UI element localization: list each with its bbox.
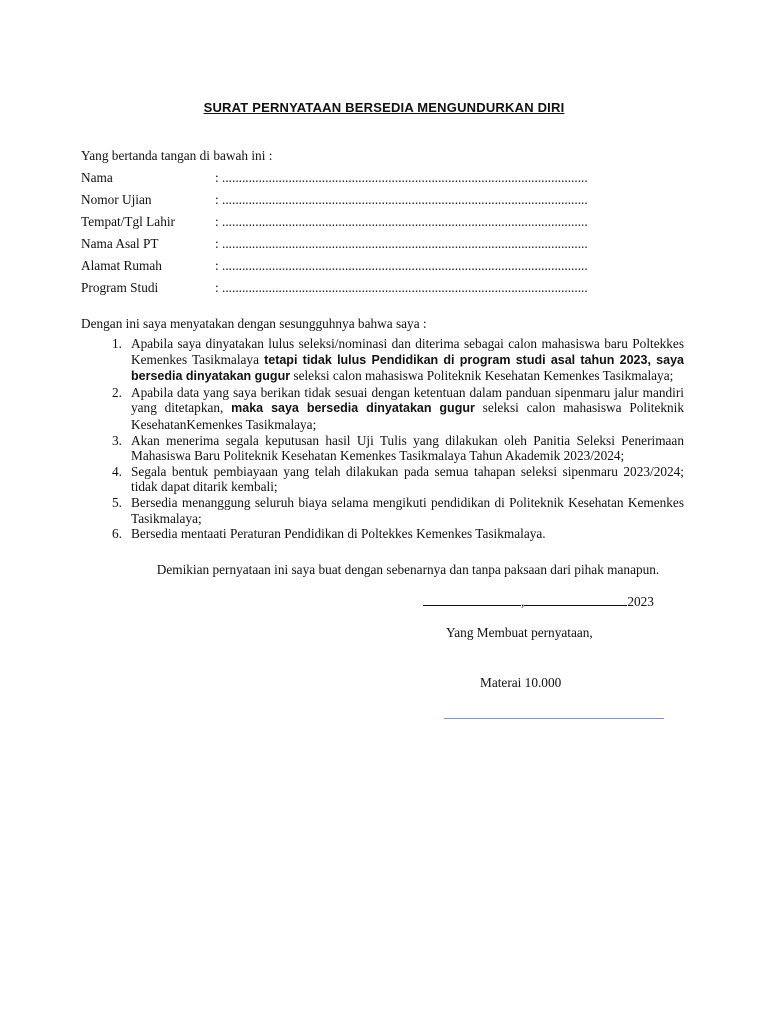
declaration-item [112,464,684,495]
field-label: Tempat/Tgl Lahir [81,214,175,229]
field-value: : .............................................................................................................. [215,258,588,273]
date-blank [524,594,627,606]
item-text-end: seleksi calon mahasiswa Politeknik Kesehatan Kemenkes Tasikmalaya; [290,368,674,384]
item-text-end: seleksi calon mahasiswa Politeknik KesehatanKemenkes Tasikmalaya; [131,400,685,432]
field-label: Nama [81,170,113,185]
item-number: 6. [112,526,122,542]
document-title: SURAT PERNYATAAN BERSEDIA MENGUNDURKAN DIRI [203,100,565,115]
closing-statement: Demikian pernyataan ini saya buat dengan sebenarnya dan tanpa paksaan dari pihak manapun. [156,562,660,577]
item-text: Segala bentuk pembiayaan yang telah dilakukan pada semua tahapan seleksi sipenmaru 2023/2024; tidak dapat ditarik kembali; [131,463,684,495]
item-text: Apabila data yang saya berikan tidak sesuai dengan ketentuan dalam panduan sipenmaru jalur mandiri yang ditetapkan, [131,384,684,416]
field-nomor-ujian [81,192,588,208]
item-number: 5. [112,494,122,510]
declaration-item [112,495,684,526]
date-year: 2023 [627,594,654,609]
declaration-item [112,385,684,433]
date-line [423,594,654,610]
field-label: Program Studi [81,280,159,295]
field-value: : .............................................................................................................. [215,236,588,251]
item-bold-text: tetapi tidak lulus Pendidikan di program studi asal tahun 2023, saya bersedia dinyatakan gugur [131,352,684,384]
item-text: Bersedia mentaati Peraturan Pendidikan di Poltekkes Kemenkes Tasikmalaya. [131,526,546,542]
item-text: Apabila saya dinyatakan lulus seleksi/nominasi dan diterima sebagai calon mahasiswa baru Poltekkes Kemenkes Tasikmalaya [131,336,684,367]
intro-text: Yang bertanda tangan di bawah ini : [81,148,273,163]
date-separator: , [521,594,525,609]
item-number: 3. [112,432,122,448]
signer-label: Yang Membuat pernyataan, [446,625,593,640]
field-label: Nama Asal PT [81,236,159,251]
field-nama [81,170,588,186]
field-program-studi [81,280,588,296]
item-number: 2. [112,384,122,400]
place-blank [423,594,521,606]
field-label: Alamat Rumah [81,258,162,273]
item-number: 1. [112,336,122,351]
item-text: Akan menerima segala keputusan hasil Uji Tulis yang dilakukan oleh Panitia Seleksi Penerimaan Mahasiswa Baru Politeknik Kesehatan Kemenkes Tasikmalaya Tahun Akademik 2023/2024; [131,432,684,464]
field-alamat-rumah [81,258,588,274]
field-tempat-tgl-lahir [81,214,588,230]
item-number: 4. [112,463,122,479]
item-text: Bersedia menanggung seluruh biaya selama mengikuti pendidikan di Politeknik Kesehatan Kemenkes Tasikmalaya; [131,494,684,526]
declaration-list [112,336,684,542]
field-value: : .............................................................................................................. [215,280,588,295]
declaration-intro: Dengan ini saya menyatakan dengan sesungguhnya bahwa saya : [81,316,427,331]
field-value: : .............................................................................................................. [215,170,588,185]
field-value: : .............................................................................................................. [215,192,588,207]
field-value: : .............................................................................................................. [215,214,588,229]
field-label: Nomor Ujian [81,192,152,207]
declaration-item [112,336,684,385]
declaration-item [112,526,684,542]
materai-label: Materai 10.000 [480,675,562,690]
declaration-item [112,433,684,464]
field-nama-asal-pt [81,236,588,252]
item-bold-text: maka saya bersedia dinyatakan gugur [231,401,475,416]
signature-line [444,718,664,719]
